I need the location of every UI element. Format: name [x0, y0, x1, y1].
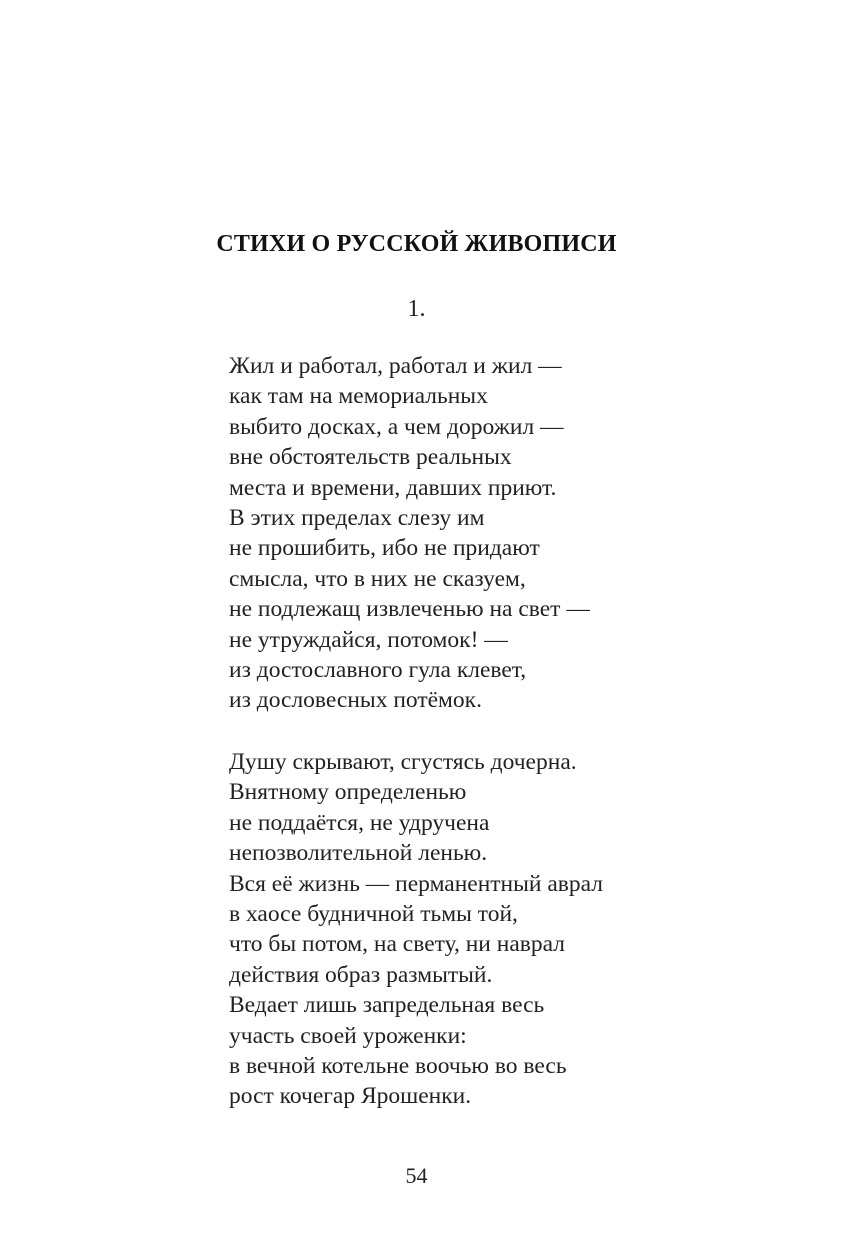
poem-line: Вся её жизнь — перманентный аврал — [229, 870, 604, 897]
poem-line: Жил и работал, работал и жил — — [229, 353, 562, 379]
poem-line: не утруждайся, потомок! — — [229, 626, 508, 653]
poem-line: из достославного гула клевет, — [229, 656, 527, 683]
poem-line: как там на мемориальных — [229, 383, 488, 410]
poem-line: в хаосе будничной тьмы той, — [229, 900, 518, 927]
poem-line: вне обстоятельств реальных — [229, 444, 512, 471]
page-title: СТИХИ О РУССКОЙ ЖИВОПИСИ — [216, 231, 617, 257]
poem-line: Внятному определенью — [229, 779, 467, 806]
poem-line: в вечной котельне воочью во весь — [229, 1052, 567, 1079]
page-number: 54 — [405, 1163, 428, 1188]
poem-line: не подлежащ извлеченью на свет — — [229, 596, 590, 623]
poem-line: Ведает лишь запредельная весь — [229, 992, 545, 1019]
poem-line: рост кочегар Ярошенки. — [229, 1083, 472, 1110]
poem-line: не поддаётся, не удручена — [229, 809, 490, 836]
poem-line: действия образ размытый. — [229, 961, 493, 988]
poem-line: выбито досках, а чем дорожил — — [229, 413, 564, 440]
poem-line: смысла, что в них не сказуем, — [229, 565, 526, 592]
poem-line: места и времени, давших приют. — [229, 474, 557, 501]
stanza-1 — [229, 351, 829, 716]
stanza-2 — [229, 747, 829, 1112]
poem-line: участь своей уроженки: — [229, 1022, 467, 1049]
poem-line: непозволительной ленью. — [229, 840, 488, 867]
poem-line: что бы потом, на свету, ни наврал — [229, 931, 565, 958]
section-number: 1. — [407, 296, 426, 322]
poem-line: Душу скрывают, сгустясь дочерна. — [229, 749, 577, 775]
poem-line: не прошибить, ибо не придают — [229, 535, 540, 562]
poem-line: из дословесных потёмок. — [229, 687, 482, 714]
poem-line: В этих пределах слезу им — [229, 504, 485, 531]
